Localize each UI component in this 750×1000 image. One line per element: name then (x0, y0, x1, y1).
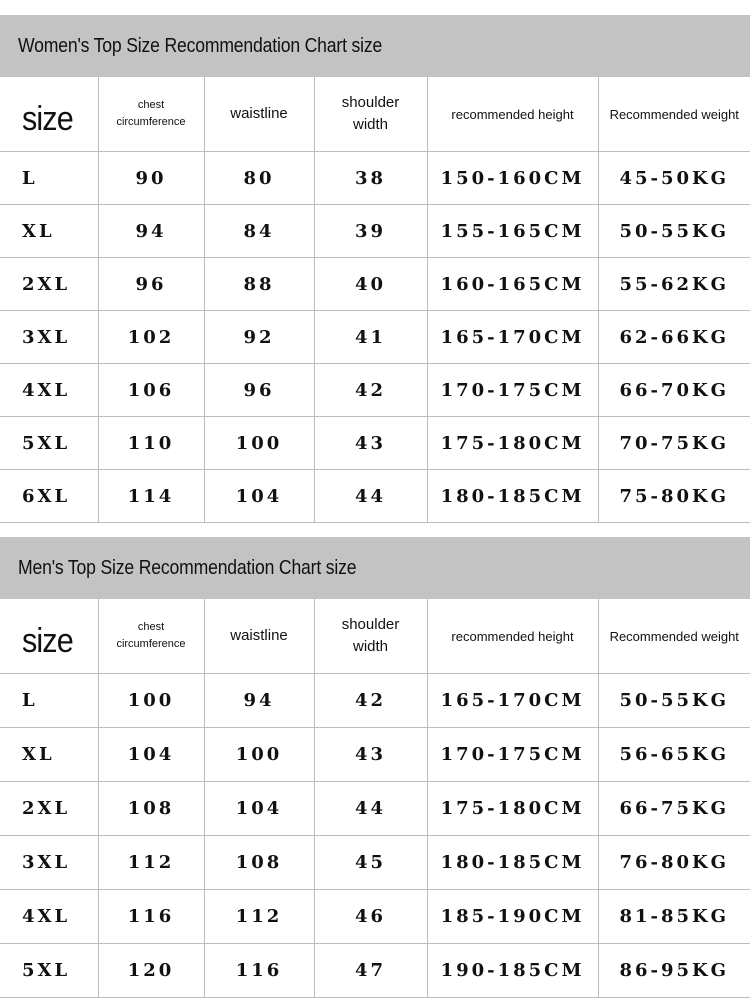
shoulder-cell: 43 (314, 728, 427, 782)
table-row (0, 258, 750, 311)
chest-cell: 112 (98, 836, 204, 890)
women-table-header-row (0, 77, 750, 152)
header-waistline: waistline (204, 77, 314, 152)
men-chart-title-bar (0, 537, 750, 599)
shoulder-cell: 45 (314, 836, 427, 890)
weight-cell: 70-75KG (598, 417, 750, 470)
chest-cell: 120 (98, 944, 204, 998)
size-cell: L (0, 674, 98, 728)
chest-cell: 108 (98, 782, 204, 836)
shoulder-cell: 44 (314, 470, 427, 523)
weight-cell: 55-62KG (598, 258, 750, 311)
table-row (0, 470, 750, 523)
height-cell: 165-170CM (427, 311, 598, 364)
header-size: size (0, 599, 98, 674)
chest-cell: 106 (98, 364, 204, 417)
women-size-chart (0, 15, 750, 523)
shoulder-cell: 42 (314, 364, 427, 417)
men-chart-title: Men's Top Size Recommendation Chart size (18, 556, 357, 579)
header-recommended-height: recommended height (427, 77, 598, 152)
table-row (0, 417, 750, 470)
chest-cell: 90 (98, 152, 204, 205)
size-cell: XL (0, 728, 98, 782)
shoulder-cell: 44 (314, 782, 427, 836)
height-cell: 180-185CM (427, 470, 598, 523)
shoulder-cell: 40 (314, 258, 427, 311)
table-row (0, 728, 750, 782)
chest-cell: 100 (98, 674, 204, 728)
height-cell: 155-165CM (427, 205, 598, 258)
chest-cell: 116 (98, 890, 204, 944)
chest-cell: 110 (98, 417, 204, 470)
women-chart-title: Women's Top Size Recommendation Chart size (18, 34, 383, 57)
header-size: size (0, 77, 98, 152)
height-cell: 170-175CM (427, 364, 598, 417)
table-row (0, 890, 750, 944)
waistline-cell: 84 (204, 205, 314, 258)
waistline-cell: 80 (204, 152, 314, 205)
table-row (0, 674, 750, 728)
shoulder-cell: 41 (314, 311, 427, 364)
header-recommended-height: recommended height (427, 599, 598, 674)
header-chest-circumference: chest circumference (98, 77, 204, 152)
table-row (0, 205, 750, 258)
shoulder-cell: 38 (314, 152, 427, 205)
size-cell: L (0, 152, 98, 205)
waistline-cell: 104 (204, 470, 314, 523)
height-cell: 170-175CM (427, 728, 598, 782)
weight-cell: 50-55KG (598, 205, 750, 258)
size-cell: 3XL (0, 311, 98, 364)
header-waistline: waistline (204, 599, 314, 674)
weight-cell: 81-85KG (598, 890, 750, 944)
chest-cell: 102 (98, 311, 204, 364)
shoulder-cell: 43 (314, 417, 427, 470)
size-cell: 5XL (0, 944, 98, 998)
weight-cell: 62-66KG (598, 311, 750, 364)
weight-cell: 45-50KG (598, 152, 750, 205)
men-size-chart (0, 537, 750, 998)
shoulder-cell: 46 (314, 890, 427, 944)
size-cell: 4XL (0, 364, 98, 417)
waistline-cell: 104 (204, 782, 314, 836)
height-cell: 180-185CM (427, 836, 598, 890)
header-recommended-weight: Recommended weight (598, 77, 750, 152)
women-size-table (0, 77, 750, 523)
size-cell: 5XL (0, 417, 98, 470)
table-row (0, 836, 750, 890)
header-shoulder-width: shoulder width (314, 599, 427, 674)
header-shoulder-width: shoulder width (314, 77, 427, 152)
chest-cell: 114 (98, 470, 204, 523)
size-cell: 3XL (0, 836, 98, 890)
men-table-header-row (0, 599, 750, 674)
shoulder-cell: 47 (314, 944, 427, 998)
table-row (0, 152, 750, 205)
height-cell: 160-165CM (427, 258, 598, 311)
header-recommended-weight: Recommended weight (598, 599, 750, 674)
table-row (0, 944, 750, 998)
weight-cell: 66-70KG (598, 364, 750, 417)
table-row (0, 311, 750, 364)
chest-cell: 96 (98, 258, 204, 311)
waistline-cell: 100 (204, 417, 314, 470)
height-cell: 165-170CM (427, 674, 598, 728)
height-cell: 175-180CM (427, 417, 598, 470)
height-cell: 175-180CM (427, 782, 598, 836)
size-cell: 2XL (0, 782, 98, 836)
height-cell: 150-160CM (427, 152, 598, 205)
table-row (0, 364, 750, 417)
header-chest-circumference: chest circumference (98, 599, 204, 674)
weight-cell: 56-65KG (598, 728, 750, 782)
height-cell: 185-190CM (427, 890, 598, 944)
waistline-cell: 96 (204, 364, 314, 417)
waistline-cell: 116 (204, 944, 314, 998)
waistline-cell: 92 (204, 311, 314, 364)
size-cell: 6XL (0, 470, 98, 523)
waistline-cell: 94 (204, 674, 314, 728)
weight-cell: 50-55KG (598, 674, 750, 728)
women-chart-title-bar (0, 15, 750, 77)
men-size-table (0, 599, 750, 998)
chest-cell: 104 (98, 728, 204, 782)
size-cell: XL (0, 205, 98, 258)
weight-cell: 75-80KG (598, 470, 750, 523)
waistline-cell: 112 (204, 890, 314, 944)
weight-cell: 86-95KG (598, 944, 750, 998)
size-cell: 2XL (0, 258, 98, 311)
chest-cell: 94 (98, 205, 204, 258)
waistline-cell: 108 (204, 836, 314, 890)
waistline-cell: 100 (204, 728, 314, 782)
shoulder-cell: 42 (314, 674, 427, 728)
waistline-cell: 88 (204, 258, 314, 311)
weight-cell: 76-80KG (598, 836, 750, 890)
table-row (0, 782, 750, 836)
shoulder-cell: 39 (314, 205, 427, 258)
weight-cell: 66-75KG (598, 782, 750, 836)
size-cell: 4XL (0, 890, 98, 944)
height-cell: 190-185CM (427, 944, 598, 998)
